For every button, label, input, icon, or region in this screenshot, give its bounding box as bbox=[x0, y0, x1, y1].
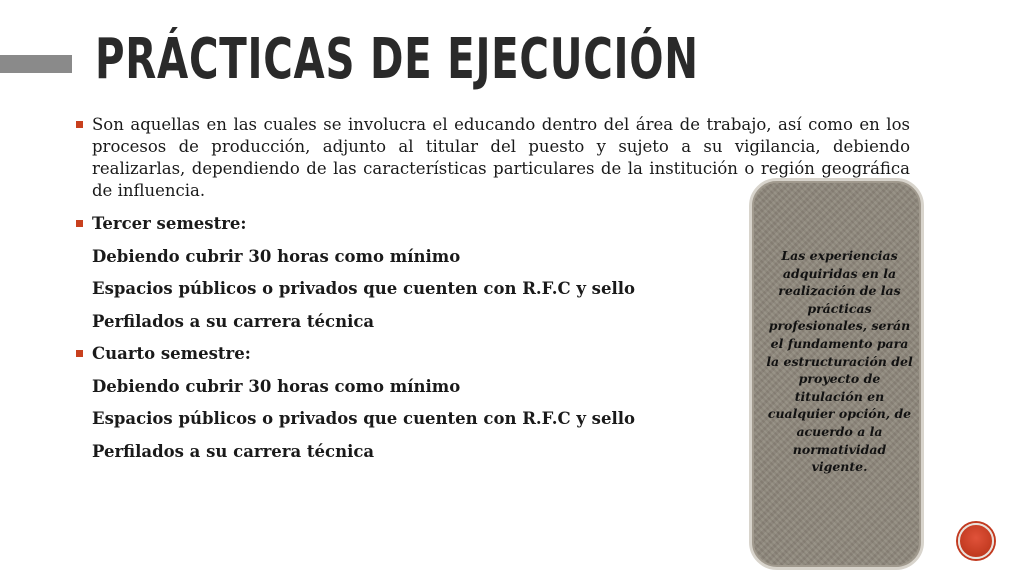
corner-accent-bar bbox=[0, 55, 72, 73]
list-item: Perfilados a su carrera técnica bbox=[92, 441, 375, 461]
list-item: Perfilados a su carrera técnica bbox=[92, 311, 375, 331]
square-bullet-icon bbox=[76, 121, 83, 128]
list-item: Espacios públicos o privados que cuenten con R.F.C y sello bbox=[92, 409, 636, 428]
square-bullet-icon bbox=[76, 220, 83, 227]
next-slide-button[interactable] bbox=[958, 523, 994, 559]
list-item: Debiendo cubrir 30 horas como mínimo bbox=[92, 246, 461, 266]
intro-text: Son aquellas en las cuales se involucra el educando dentro del área de trabajo, así como en los procesos de producción, adjunto al titular del puesto y sujeto a su vigilancia, debiendo realizarlas, dependiendo de las características particulares de la institución o región geográfica de influencia. bbox=[92, 115, 910, 200]
sidebar-note-text: Las experiencias adquiridas en la realización de las prácticas profesionales, serán el fundamento para la estructuración del proyecto de titulación en cualquier opción, de acuerdo a la normatividad vigente. bbox=[766, 248, 913, 475]
section-heading-third-semester: Tercer semestre: bbox=[74, 208, 910, 241]
list-item: Espacios públicos o privados que cuenten con R.F.C y sello bbox=[92, 279, 636, 298]
slide-title: PRÁCTICAS DE EJECUCIÓN bbox=[95, 27, 699, 92]
sidebar-note-card bbox=[749, 178, 924, 570]
square-bullet-icon bbox=[76, 350, 83, 357]
section-heading-fourth-semester: Cuarto semestre: bbox=[74, 338, 910, 371]
list-item: Debiendo cubrir 30 horas como mínimo bbox=[92, 376, 461, 396]
